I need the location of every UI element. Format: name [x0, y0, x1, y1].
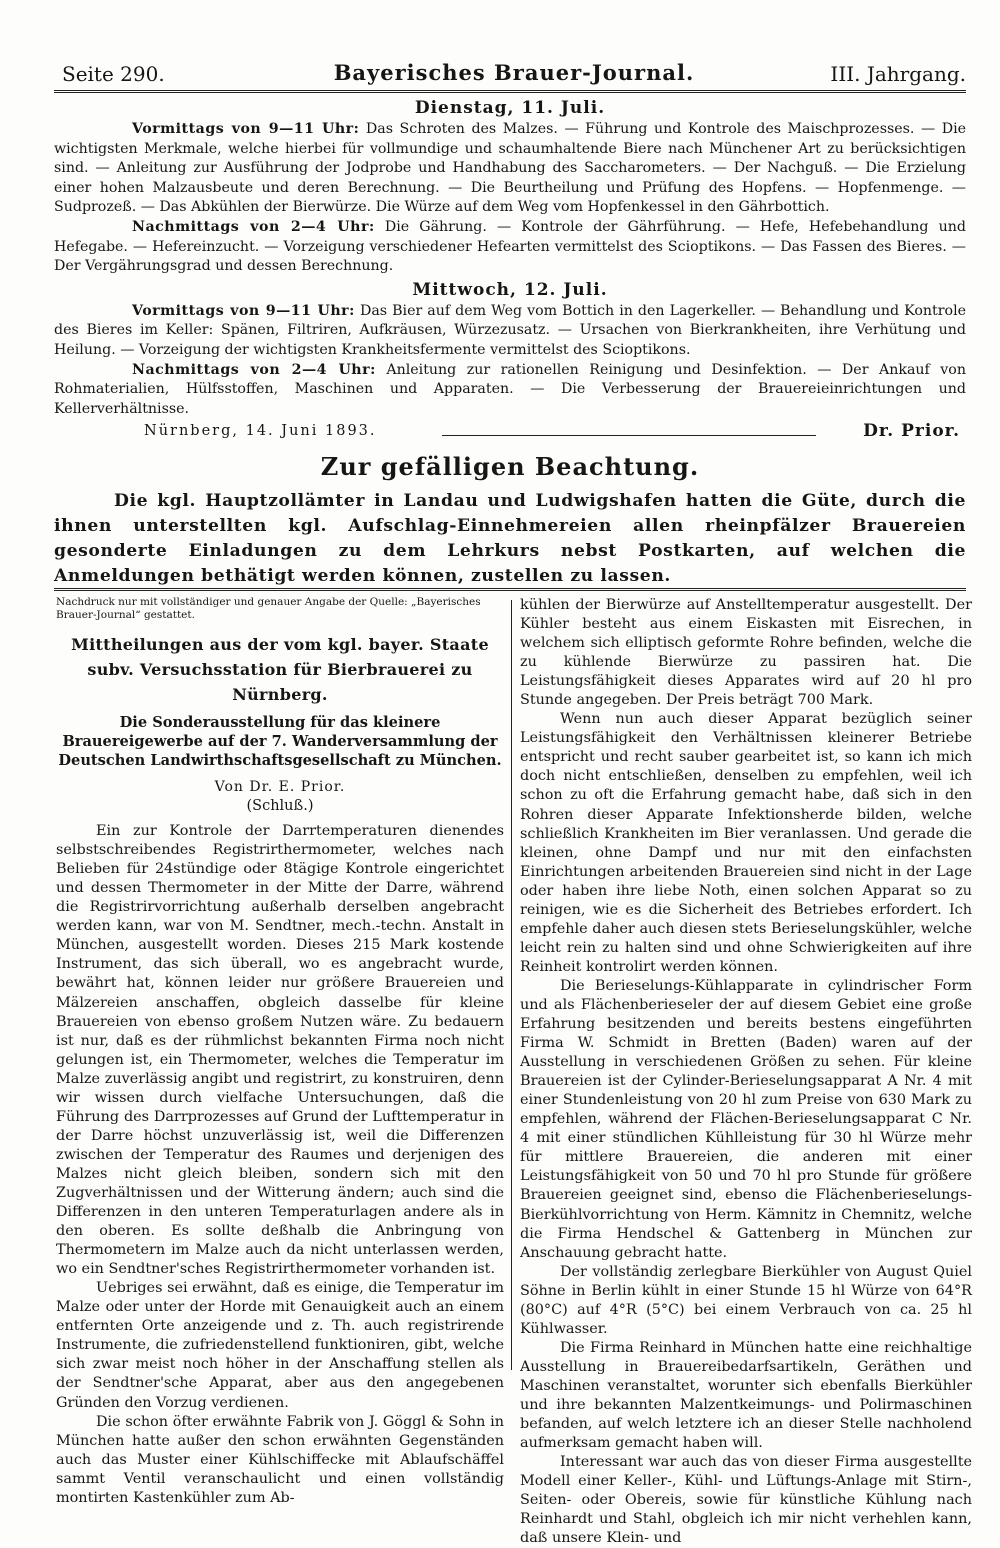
- wednesday-afternoon: [54, 361, 966, 420]
- wednesday-afternoon-label: Nachmittags von 2—4 Uhr:: [132, 361, 376, 378]
- article-column-right: [520, 596, 972, 1548]
- left-paragraph: Uebriges sei erwähnt, daß es einige, die Temperatur im Malze oder unter der Horde mit Genauigkeit auch an einem entfernten Orte anzeigende und z. Th. auch registrirende Instrumente, die zufriedenstellend funktioniren, gibt, welche sich zwar meist noch höher in der Anschaffung stellen als der Sendtner'sche Apparat, aber aus den angegebenen Gründen den Vorzug verdienen.: [56, 1280, 504, 1411]
- day-title-tuesday: Dienstag, 11. Juli.: [414, 98, 606, 118]
- notice-body: Die kgl. Hauptzollämter in Landau und Ludwigshafen hatten die Güte, durch die ihnen unterstellten kgl. Aufschlag-Einnehmereien allen rheinpfälzer Brauereien gesonderte Einladungen zu dem Lehrkurs nebst Postkarten, auf welchen die Anmeldungen bethätigt werden können, zustellen zu lassen.: [54, 491, 966, 586]
- signature-rule: [442, 435, 816, 436]
- right-paragraph: Die Firma Reinhard in München hatte eine reichhaltige Ausstellung in Brauereibedarfsartikeln, Geräthen und Maschinen veranstaltet, worunter sich ebenfalls Bierkühler und ihre bekannten Malzentkeimungs- und Polirmaschinen befanden, auf welch letztere ich an dieser Stelle nachholend aufmerksam gemacht haben will.: [520, 1339, 972, 1452]
- place-date: Nürnberg, 14. Juni 1893.: [144, 423, 377, 440]
- right-paragraph: Wenn nun auch dieser Apparat bezüglich seiner Leistungsfähigkeit den Verhältnissen kleinerer Betriebe entspricht und recht sauber gearbeitet ist, so kann ich mich doch nicht entschließen, denselben zu empfehlen, weil ich schon zu oft die Erfahrung gemacht habe, daß sich in den Rohren dieser Apparate Infektionsherde bilden, welche schließlich Krankheiten im Bier veranlassen. Und gerade die kleinen, ohne Dampf und nur mit den einfachsten Einrichtungen arbeitenden Brauereien sind nicht in der Lage oder haben ihre liebe Noth, einen solchen Apparat so zu reinigen, wie es die Sicherheit des Betriebes erfordert. Ich empfehle daher auch diesen stets Berieselungskühler, welche leicht rein zu halten sind und ohne Schwierigkeiten auf ihre Reinheit kontrolirt werden können.: [520, 711, 972, 975]
- wednesday-afternoon-text: Anleitung zur rationellen Reinigung und Desinfektion. — Der Ankauf von Rohmaterialien, Hülfsstoffen, Maschinen und Apparaten. — Die Verbesserung der Brauereieinrichtungen und Kellerverhältnisse.: [54, 361, 966, 417]
- right-paragraph: Die Berieselungs-Kühlapparate in cylindrischer Form und als Flächenberieseler der auf diesem Gebiet eine große Erfahrung besitzenden und bereits bestens eingeführten Firma W. Schmidt in Bretten (Baden) waren auf der Ausstellung in verschiedenen Größen zu sehen. Für kleine Brauereien ist der Cylinder-Berieselungsapparat A Nr. 4 mit einer Stundenleistung von 20 hl zum Preise von 630 Mark zu empfehlen, während der Flächen-Berieselungsapparat C Nr. 4 mit einer stündlichen Kühlleistung für 30 hl Würze mehr für mittlere Brauereien, die anderen mit einer Leistungsfähigkeit von 50 und 70 hl pro Stunde für größere Brauereien geeignet sind, ebenso die Flächenberieselungs-Bierkühlvorrichtung von Herm. Kämnitz in Chemnitz, welche die Firma Hendschel & Gattenberg in München zur Anschauung gebracht hatte.: [520, 977, 972, 1261]
- left-paragraph: Die schon öfter erwähnte Fabrik von J. Göggl & Sohn in München hatte außer den schon erwähnten Gegenständen auch das Muster einer Kühlschiffecke mit Ablaufschäffel sammt Ventil veranschaulicht und einen vollständig montirten Kastenkühler zum Ab-: [56, 1413, 504, 1506]
- page-number: Seite 290.: [62, 62, 165, 86]
- course-program: [54, 98, 966, 447]
- tuesday-afternoon-text: Die Gährung. — Kontrole der Gährführung. — Hefe, Hefebehandlung und Hefegabe. — Hefereinzucht. — Vorzeigung verschiedener Hefearten vermittelst des Scioptikons. — Das Fassen des Bieres. — Der Vergährungsgrad und dessen Berechnung.: [54, 218, 966, 275]
- journal-title: Bayerisches Brauer-Journal.: [333, 60, 695, 85]
- tuesday-afternoon-label: Nachmittags von 2—4 Uhr:: [132, 218, 375, 235]
- signature: Dr. Prior.: [863, 421, 960, 442]
- tuesday-morning-label: Vormittags von 9—11 Uhr:: [132, 121, 360, 137]
- left-paragraph: Ein zur Kontrole der Darrtemperaturen dienendes selbstschreibendes Registrirthermometer, welches nach Belieben für 24stündige oder 8tägige Kontrole eingerichtet und dessen Thermometer in der Mitte der Darre, während die Registrirvorrichtung außerhalb derselben angebracht werden kann, war von M. Sendtner, mech.-techn. Anstalt in München, ausgestellt worden. Dieses 215 Mark kostende Instrument, das sich überall, wo es angebracht wurde, bewährt hat, können leider nur größere Brauereien und Mälzereien anschaffen, obgleich dasselbe für kleine Brauereien von ebenso großem Nutzen wäre. Zu bedauern ist nur, daß es der rühmlichst bekannten Firma noch nicht gelungen ist, ein Thermometer, welches die Temperatur im Malze zuverlässig angibt und registrirt, zu konstruiren, denn wir wissen durch vielfache Untersuchungen, daß die Führung des Darrprozesses auf Grund der Lufttemperatur in der Darre höchst unzuverlässig ist, weil die Differenzen zwischen der Temperatur des Raumes und derjenigen des Malzes nicht gleich bleiben, sondern sich mit den Zugverhältnissen und der Witterung ändern; auch sind die Differenzen in den unteren Temperaturlagen andere als in den oberen. Es sollte deßhalb die Anbringung von Thermometern im Malze auch da nicht unterlassen werden, wo ein Sendtner'sches Registrirthermometer vorhanden ist.: [56, 823, 504, 1278]
- wednesday-morning-label: Vormittags von 9—11 Uhr:: [132, 302, 355, 319]
- header-rule: [54, 90, 966, 95]
- page-header: [62, 58, 966, 90]
- tuesday-afternoon: [54, 218, 966, 277]
- article-byline: Von Dr. E. Prior.: [214, 779, 346, 795]
- tuesday-morning: [54, 120, 966, 218]
- right-paragraph: Interessant war auch das von dieser Firma ausgestellte Modell einer Keller-, Kühl- und Lüftungs-Anlage mit Stirn-, Seiten- oder Obereis, sowie für künstliche Kühlung nach Reinhardt und Stahl, obgleich ich mir nicht verhehlen kann, daß unsere Klein- und: [520, 1454, 972, 1547]
- volume-label: III. Jahrgang.: [830, 62, 966, 86]
- column-divider: [511, 600, 512, 1370]
- article-subtitle: Die Sonderausstellung für das kleinere Brauereigewerbe auf der 7. Wanderversammlung der Deutschen Landwirthschaftsgesellschaft zu München.: [58, 714, 502, 769]
- right-paragraph: Der vollständig zerlegbare Bierkühler von August Quiel Söhne in Berlin kühlt in einer Stunde 15 hl Würze von 64°R (80°C) auf 4°R (5°C) bei einem Verbrauch von ca. 25 hl Kühlwasser.: [520, 1263, 972, 1337]
- notice-section: [54, 452, 966, 589]
- article-column-left: [56, 596, 504, 1508]
- notice-title: Zur gefälligen Beachtung.: [320, 452, 700, 481]
- wednesday-morning: [54, 302, 966, 361]
- right-paragraph: kühlen der Bierwürze auf Anstelltemperatur ausgestellt. Der Kühler besteht aus einem Eiskasten mit Eisrechen, in welchem sich elliptisch geformte Rohre befinden, welche die zu kühlende Bierwürze zu passiren hat. Die Leistungsfähigkeit dieses Apparates wird auf 20 hl pro Stunde angegeben. Der Preis beträgt 700 Mark.: [520, 597, 972, 709]
- article-continuation: (Schluß.): [246, 798, 314, 815]
- wednesday-morning-text: Das Bier auf dem Weg vom Bottich in den Lagerkeller. — Behandlung und Kontrole des Bieres im Keller: Spänen, Filtriren, Aufkräusen, Würzezusatz. — Ursachen von Bierkrankheiten, ihre Verhütung und Heilung. — Vorzeigung der wichtigsten Krankheitsfermente vermittelst des Scioptikons.: [54, 302, 967, 358]
- tuesday-morning-text: Das Schroten des Malzes. — Führung und Kontrole des Maischprozesses. — Die wichtigsten Merkmale, welche hierbei für vollmundige und schaumhaltende Biere nach Münchener Art zu berücksichtigen sind. — Anleitung zur Ausführung der Jodprobe und Handhabung des Saccharometers. — Der Nachguß. — Die Erzielung einer hohen Malzausbeute und deren Berechnung. — Die Beurtheilung und Prüfung des Hopfens. — Hopfenmenge. — Sudprozeß. — Das Abkühlen der Bierwürze. Die Würze auf dem Weg vom Hopfenkessel in den Gährbottich.: [54, 121, 966, 216]
- article-title: Mittheilungen aus der vom kgl. bayer. Staate subv. Versuchsstation für Bierbrauerei zu Nürnberg.: [71, 635, 489, 704]
- reprint-note: Nachdruck nur mit vollständiger und genauer Angabe der Quelle: „Bayerisches Brauer-Journal“ gestattet.: [56, 596, 481, 621]
- section-rule: [54, 588, 966, 593]
- day-title-wednesday: Mittwoch, 12. Juli.: [412, 279, 608, 300]
- signature-row: [54, 421, 966, 447]
